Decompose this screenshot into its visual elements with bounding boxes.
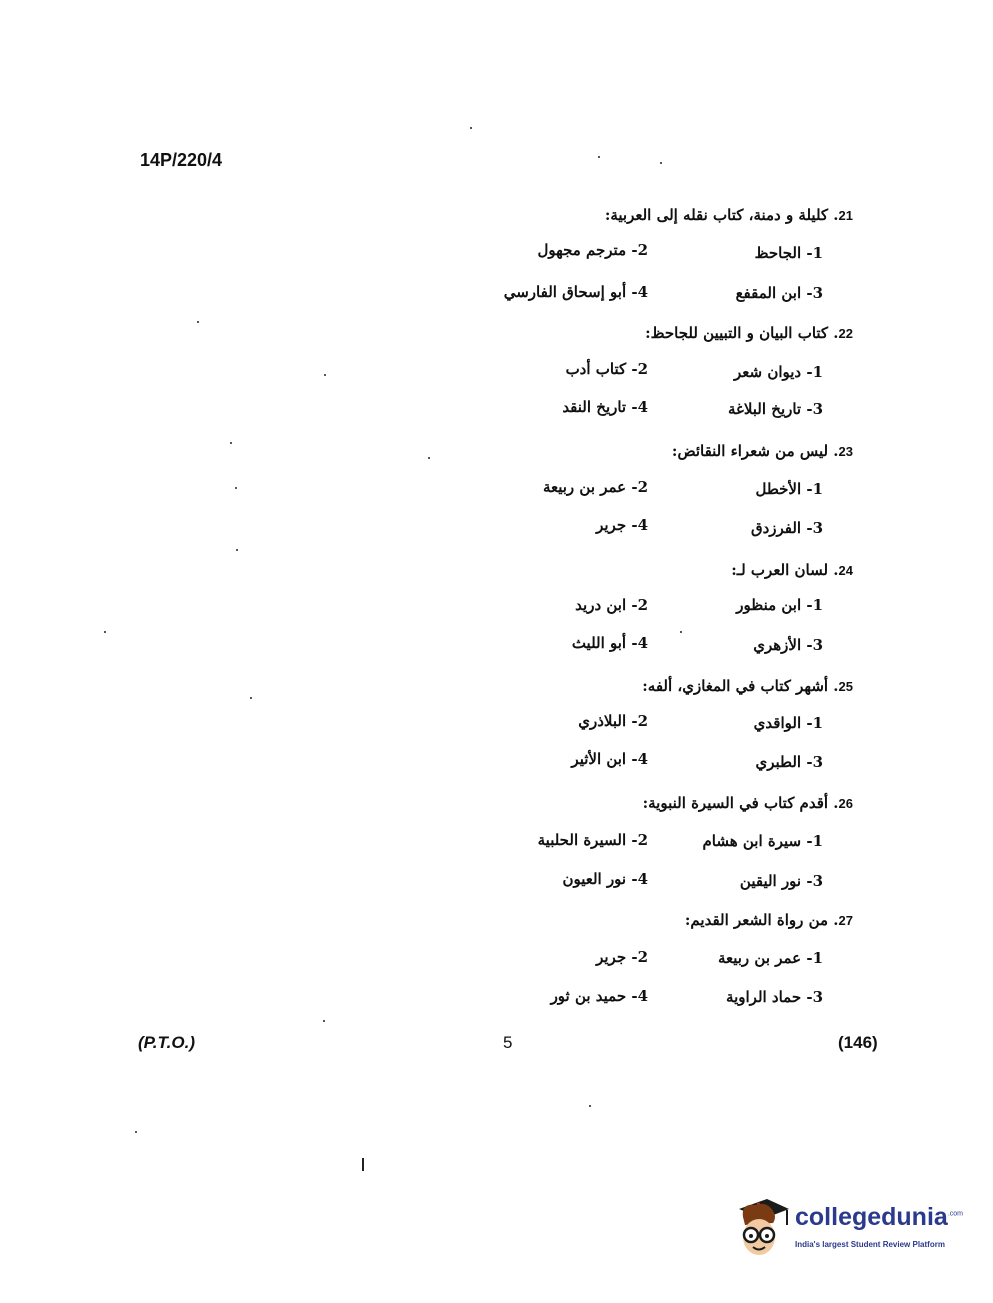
option-3: 3- ابن المقفع <box>735 284 823 302</box>
option-2: 2- عمر بن ربيعة <box>542 478 648 496</box>
scan-speck <box>104 631 106 633</box>
scan-speck <box>589 1105 591 1107</box>
option-2: 2- جرير <box>596 948 648 966</box>
scan-speck <box>135 1131 137 1133</box>
scan-speck <box>470 127 472 129</box>
question-number: 25 <box>838 679 853 694</box>
option-2: 2- مترجم مجهول <box>537 241 648 259</box>
question-number: 26 <box>838 796 853 811</box>
option-2: 2- ابن دريد <box>575 596 648 614</box>
scan-speck <box>324 374 326 376</box>
scan-speck <box>660 162 662 164</box>
option-2: 2- كتاب أدب <box>565 360 648 378</box>
question-text: أشهر كتاب في المغازي، ألفه: <box>642 677 829 695</box>
question-number: 27 <box>838 913 853 928</box>
option-2: 2- البلاذري <box>578 712 648 730</box>
question-text: كتاب البيان و التبيين للجاحظ: <box>645 324 829 342</box>
scan-speck <box>230 442 232 444</box>
option-4: 4- تاريخ النقد <box>562 398 648 416</box>
option-2: 2- السيرة الحلبية <box>537 831 648 849</box>
logo-wordmark: collegedunia$^{.com}$ <box>795 1203 963 1231</box>
scan-speck <box>428 457 430 459</box>
scan-mark <box>362 1158 364 1171</box>
paper-code: 14P/220/4 <box>140 150 223 170</box>
option-4: 4- ابن الأثير <box>571 750 648 768</box>
question-text: ليس من شعراء النقائض: <box>671 442 829 460</box>
option-1: 1- ابن منظور <box>736 596 823 614</box>
option-1: 1- الجاحظ <box>754 244 823 262</box>
scan-speck <box>250 697 252 699</box>
question-26: 26. أقدم كتاب في السيرة النبوية: <box>642 794 853 812</box>
question-text: لسان العرب لـ: <box>731 561 829 579</box>
page-number: 5 <box>503 1033 513 1052</box>
option-1: 1- ديوان شعر <box>734 363 823 381</box>
scan-speck <box>680 631 682 633</box>
question-number: 22 <box>838 326 853 341</box>
option-1: 1- الواقدي <box>753 714 823 732</box>
option-3: 3- حماد الراوية <box>726 988 823 1006</box>
question-text: كليلة و دمنة، كتاب نقله إلى العربية: <box>604 206 829 224</box>
question-number: 24 <box>838 563 853 578</box>
question-22: 22. كتاب البيان و التبيين للجاحظ: <box>645 324 853 342</box>
question-21: 21. كليلة و دمنة، كتاب نقله إلى العربية: <box>604 206 853 224</box>
question-23: 23. ليس من شعراء النقائض: <box>671 442 853 460</box>
option-4: 4- حميد بن ثور <box>550 987 648 1005</box>
option-3: 3- الطبري <box>755 753 823 771</box>
option-4: 4- نور العيون <box>562 870 648 888</box>
option-3: 3- الأزهري <box>753 636 823 654</box>
mascot-icon <box>733 1195 793 1267</box>
option-4: 4- أبو إسحاق الفارسي <box>503 283 648 301</box>
footer-code: (146) <box>838 1033 878 1052</box>
question-text: أقدم كتاب في السيرة النبوية: <box>642 794 829 812</box>
option-4: 4- جرير <box>596 516 648 534</box>
scan-speck <box>598 156 600 158</box>
question-number: 23 <box>838 444 853 459</box>
option-3: 3- تاريخ البلاغة <box>727 400 823 418</box>
option-1: 1- سيرة ابن هشام <box>702 832 823 850</box>
question-text: من رواة الشعر القديم: <box>684 911 829 929</box>
option-1: 1- الأخطل <box>755 480 823 498</box>
scan-speck <box>197 321 199 323</box>
question-27: 27. من رواة الشعر القديم: <box>684 911 853 929</box>
question-25: 25. أشهر كتاب في المغازي، ألفه: <box>642 677 853 695</box>
option-3: 3- نور اليقين <box>739 872 823 890</box>
option-4: 4- أبو الليث <box>571 634 648 652</box>
scan-speck <box>236 549 238 551</box>
option-1: 1- عمر بن ربيعة <box>717 949 823 967</box>
collegedunia-logo <box>733 1195 965 1275</box>
logo-tagline: India's largest Student Review Platform <box>795 1240 945 1249</box>
scan-speck <box>235 487 237 489</box>
question-24: 24. لسان العرب لـ: <box>731 561 853 579</box>
option-3: 3- الفرزدق <box>750 519 823 537</box>
scan-speck <box>323 1020 325 1022</box>
pto-label: (P.T.O.) <box>138 1033 195 1052</box>
question-number: 21 <box>838 208 853 223</box>
